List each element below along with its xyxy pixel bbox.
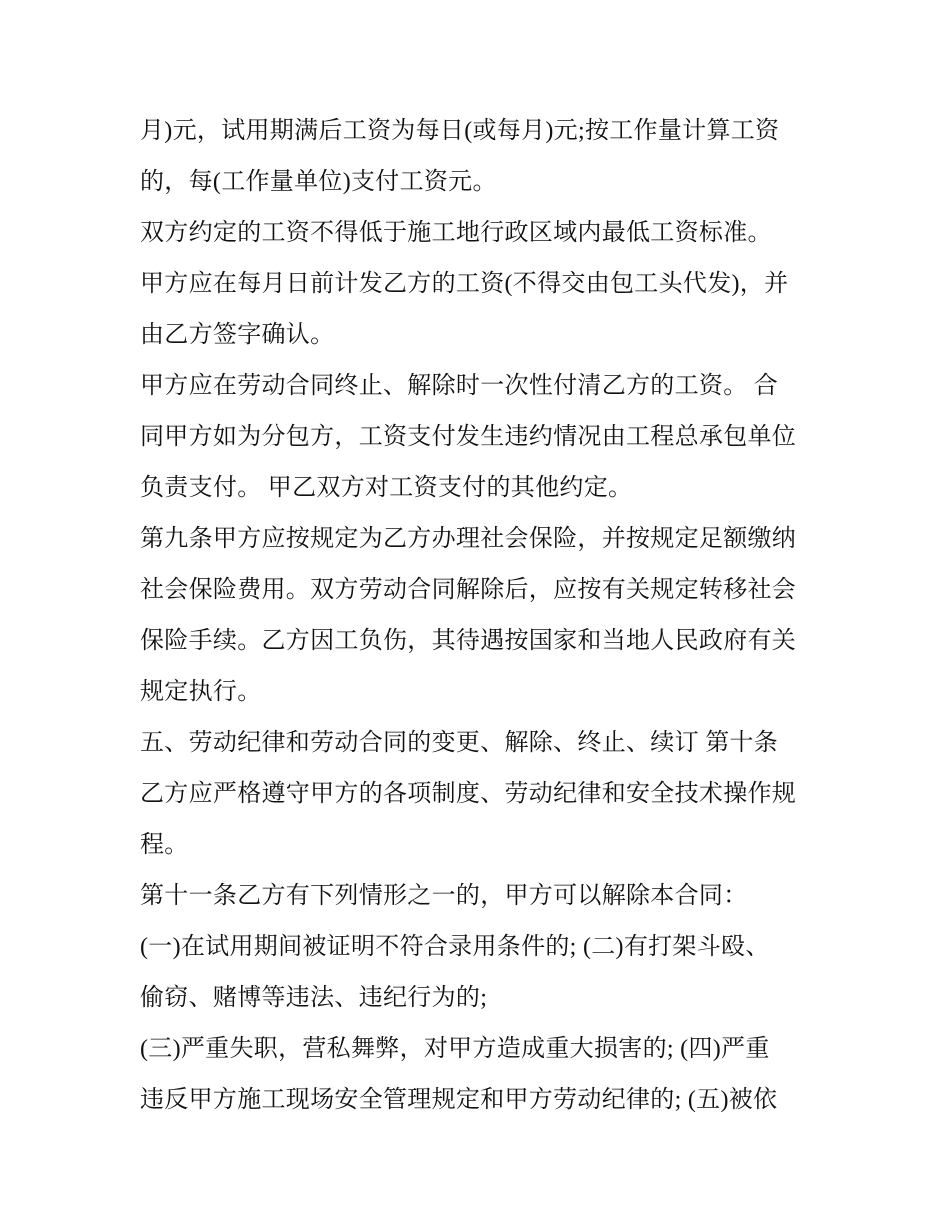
text-line: 五、劳动纪律和劳动合同的变更、解除、终止、续订 第十条 bbox=[140, 730, 779, 756]
text-line: 第十一条乙方有下列情形之一的，甲方可以解除本合同： bbox=[140, 883, 748, 909]
text-line: 负责支付。 甲乙双方对工资支付的其他约定。 bbox=[140, 475, 633, 501]
text-line: 社会保险费用。双方劳动合同解除后，应按有关规定转移社会 bbox=[140, 577, 797, 603]
text-line: 甲方应在每月日前计发乙方的工资(不得交由包工头代发)，并 bbox=[140, 271, 789, 297]
text-line: 由乙方签字确认。 bbox=[140, 322, 335, 348]
text-line: 程。 bbox=[140, 832, 189, 858]
document-body bbox=[140, 106, 820, 1126]
text-line: 保险手续。乙方因工负伤，其待遇按国家和当地人民政府有关 bbox=[140, 628, 797, 654]
text-line: 第九条甲方应按规定为乙方办理社会保险，并按规定足额缴纳 bbox=[140, 526, 797, 552]
text-line: 双方约定的工资不得低于施工地行政区域内最低工资标准。 bbox=[140, 220, 772, 246]
text-line: 月)元，试用期满后工资为每日(或每月)元;按工作量计算工资 bbox=[140, 118, 780, 144]
text-line: 同甲方如为分包方，工资支付发生违约情况由工程总承包单位 bbox=[140, 424, 797, 450]
text-line: 偷窃、赌博等违法、违纪行为的; bbox=[140, 985, 488, 1011]
text-line: (一)在试用期间被证明不符合录用条件的; (二)有打架斗殴、 bbox=[140, 934, 770, 960]
text-line: 违反甲方施工现场安全管理规定和甲方劳动纪律的; (五)被依 bbox=[140, 1087, 778, 1113]
text-line: (三)严重失职，营私舞弊，对甲方造成重大损害的; (四)严重 bbox=[140, 1036, 770, 1062]
text-line: 甲方应在劳动合同终止、解除时一次性付清乙方的工资。 合 bbox=[140, 373, 779, 399]
text-line: 规定执行。 bbox=[140, 679, 262, 705]
text-line: 的，每(工作量单位)支付工资元。 bbox=[140, 169, 497, 195]
text-line: 乙方应严格遵守甲方的各项制度、劳动纪律和安全技术操作规 bbox=[140, 781, 797, 807]
